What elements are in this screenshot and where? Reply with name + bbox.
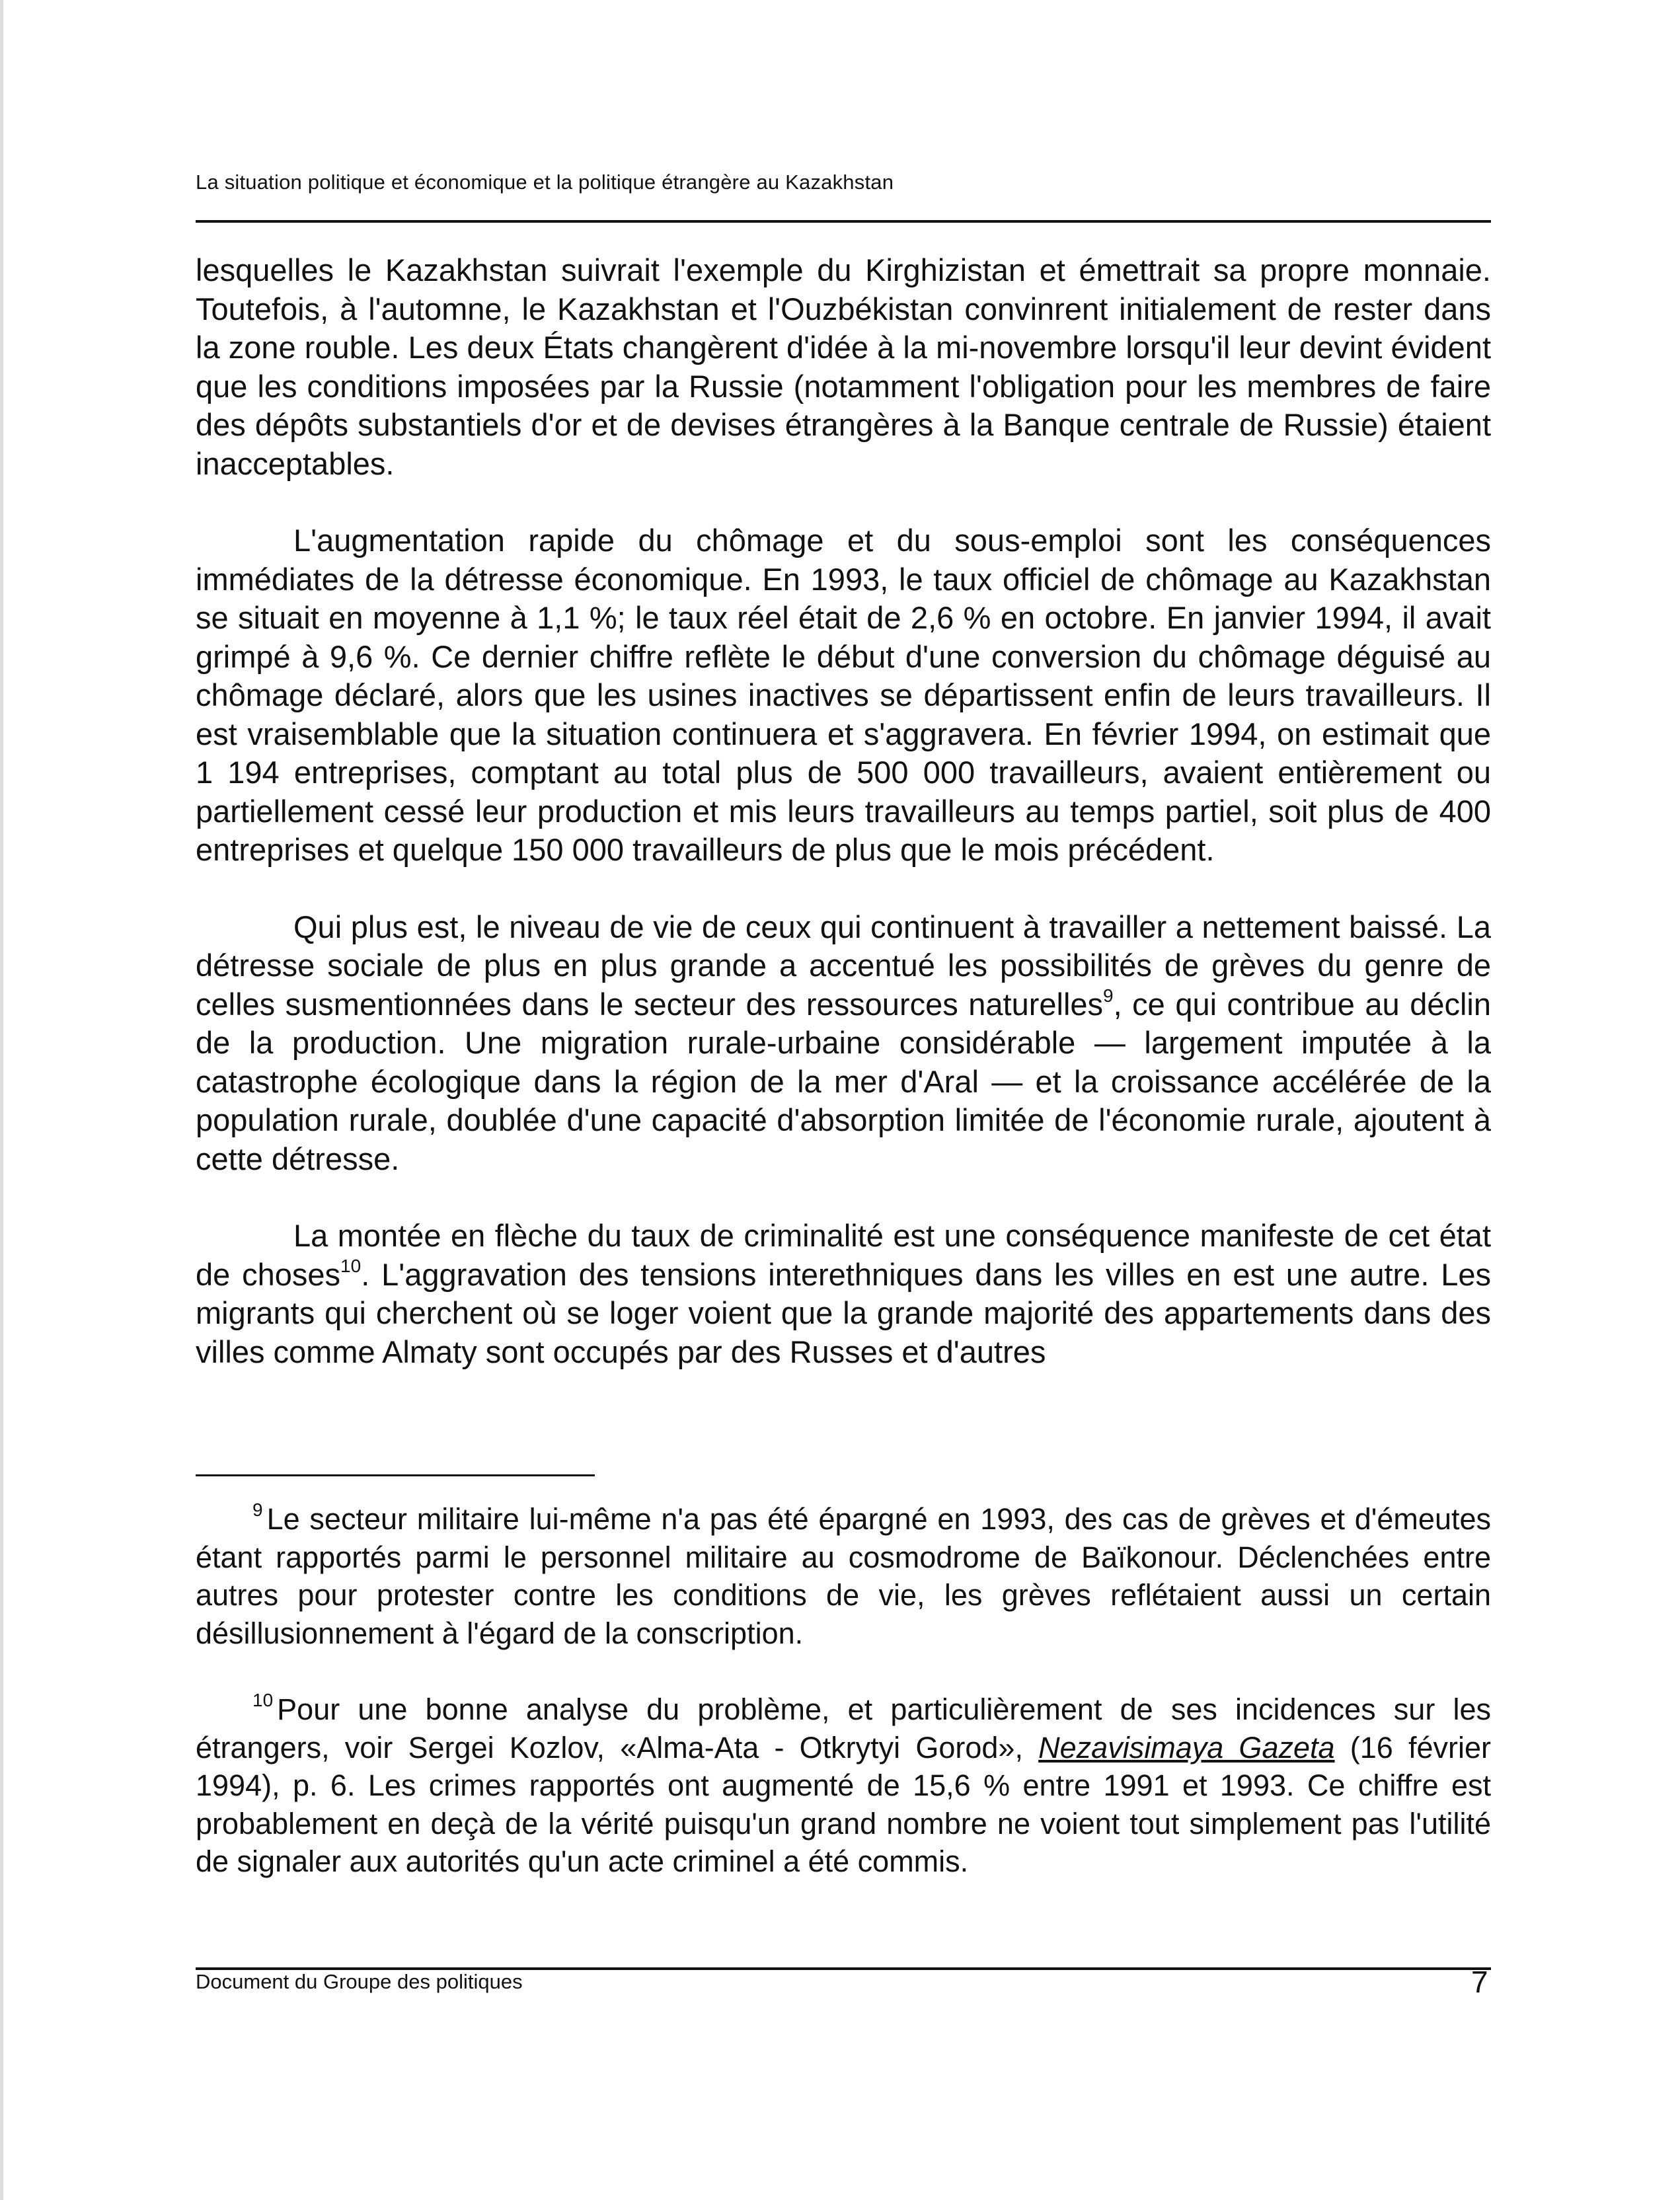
paragraph-2: L'augmentation rapide du chômage et du sous-emploi sont les conséquences immédiates de la détresse économique. En 1993, le taux officiel de chômage au Kazakhstan se situait en moyenne à 1,1 %; le taux réel était de 2,6 % en octobre. En janvier 1994, il avait grimpé à 9,6 %. Ce dernier chiffre reflète le début d'une conversion du chômage déguisé au chômage déclaré, alors que les usines inactives se départissent enfin de leurs travailleurs. Il est vraisemblable que la situation continuera et s'aggravera. En février 1994, on estimait que 1 194 entreprises, comptant au total plus de 500 000 travailleurs, avaient entièrement ou partiellement cessé leur production et mis leurs travailleurs au temps partiel, soit plus de 400 entreprises et quelque 150 000 travailleurs de plus que le mois précédent. [196,523,1491,867]
footnote-9-number: 9 [252,1499,263,1520]
paragraph-1: lesquelles le Kazakhstan suivrait l'exemple du Kirghizistan et émettrait sa propre monnaie. Toutefois, à l'automne, le Kazakhstan et l'Ouzbékistan convinrent initialement de rester dans la zone rouble. Les deux États changèrent d'idée à la mi-novembre lorsqu'il leur devint évident que les conditions imposées par la Russie (notamment l'obligation pour les membres de faire des dépôts substantiels d'or et de devises étrangères à la Banque centrale de Russie) étaient inacceptables. [196,252,1491,481]
paragraph-3-text-a: Qui plus est, le niveau de vie de ceux qui continuent à travailler a nettement baissé. La détresse sociale de plus en plus grande a accentué les possibilités de grèves du genre de celles susmentionnées dans le secteur des ressources naturelles [196,909,1491,1022]
header-rule [196,220,1491,223]
footnote-ref-10[interactable]: 10 [340,1255,362,1276]
paragraph-4 [196,1217,1491,1371]
footnote-separator [196,1474,595,1476]
footnote-9-text: Le secteur militaire lui-même n'a pas été épargné en 1993, des cas de grèves et d'émeutes étant rapportés parmi le personnel militaire au cosmodrome de Baïkonour. Déclenchées entre autres pour protester contre les conditions de vie, les grèves reflétaient aussi un certain désillusionnement à l'égard de la conscription. [196,1502,1491,1650]
footnote-10-text-a: Pour une bonne analyse du problème, et particulièrement de ses incidences sur les étrangers, voir Sergei Kozlov, «Alma-Ata - Otkrytyi Gorod», [196,1692,1491,1764]
footnotes [196,1500,1491,1919]
paragraph-3 [196,908,1491,1179]
footnote-10-number: 10 [252,1690,274,1710]
footnote-10 [196,1690,1491,1881]
running-header: La situation politique et économique et la politique étrangère au Kazakhstan [196,171,894,194]
footnote-10-source-title: Nezavisimaya Gazeta [1038,1730,1335,1764]
scan-edge [0,0,3,2200]
page-number: 7 [1471,1965,1488,1999]
paragraph-3-text-b: , ce qui contribue au déclin de la production. Une migration rurale-urbaine considérable — largement imputée à la catastrophe écologique dans la région de la mer d'Aral — et la croissance accélérée de la population rurale, doublée d'une capacité d'absorption limitée de l'économie rurale, ajoutent à cette détresse. [196,986,1491,1176]
footnote-ref-9[interactable]: 9 [1103,985,1114,1006]
footer-label: Document du Groupe des politiques [196,1970,523,1993]
paragraph-4-text-a: La montée en flèche du taux de criminalité est une conséquence manifeste de cet état de choses [196,1218,1491,1292]
footnote-9 [196,1500,1491,1652]
footnote-10-text-b: (16 février 1994), p. 6. Les crimes rapportés ont augmenté de 15,6 % entre 1991 et 1993. Ce chiffre est probablement en deçà de la vérité puisqu'un grand nombre ne voient tout simplement pas l'utilité de signaler aux autorités qu'un acte criminel a été commis. [196,1730,1491,1878]
paragraph-4-text-b: . L'aggravation des tensions interethniques dans les villes en est une autre. Les migrants qui cherchent où se loger voient que la grande majorité des appartements dans des villes comme Almaty sont occupés par des Russes et d'autres [196,1256,1491,1369]
body-text [196,251,1491,1410]
